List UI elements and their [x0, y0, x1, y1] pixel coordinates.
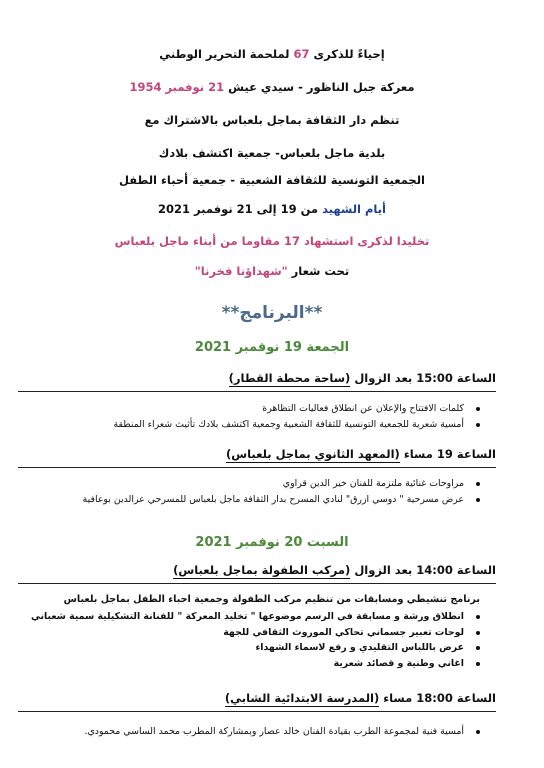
header-line-6-prefix: أيام الشهيد [322, 202, 386, 216]
list-item: أمسية فنية لمجموعة الطرب بقيادة الفنان خالد عصار وبمشاركة المطرب محمد الساسي محمودي. [60, 724, 480, 740]
bullet-icon [476, 423, 480, 427]
session-2-2-rule [18, 711, 496, 712]
session-1-2-rule [18, 467, 496, 468]
header-line-1-prefix: إحياءً للذكرى [313, 47, 385, 61]
bullet-icon [476, 498, 480, 502]
header-line-7: تخليدا لذكرى استشهاد 17 مقاوما من أبناء ماجل بلعباس [114, 234, 430, 248]
session-2-2-list [60, 724, 480, 740]
session-2-1-intro: برنامج تنشيطي ومسابقات من تنظيم مركب الطفولة وجمعية احباء الطفل بماجل بلعباس [63, 594, 480, 605]
session-2-1-rule [18, 583, 496, 584]
list-item: انطلاق ورشة و مسابقة في الرسم موضوعها " تخليد المعركة " للفنانة التشكيلية سمية شعباني [60, 609, 480, 625]
session-2-1-location: (مركب الطفولة بماجل بلعباس) [173, 563, 351, 577]
bullet-icon [476, 662, 480, 666]
header-line-5: الجمعية التونسية للثقافة الشعبية - جمعية أحباء الطفل [119, 173, 425, 187]
header-line-1-suffix: لملحمة التحرير الوطني [159, 47, 290, 61]
header-line-8 [0, 263, 544, 279]
list-item: أمسية شعرية للجمعية التونسية للثقافة الشعبية وجمعية اكتشف بلادك تأثيث شعراء المنطقة [60, 417, 480, 433]
header-line-2 [0, 79, 544, 95]
session-1-1-rule [18, 391, 496, 392]
list-item: عرض مسرحية " دوسي ازرق" لنادي المسرح بدار الثقافة ماجل بلعباس للمسرحي عزالدين بوعافية [60, 492, 480, 508]
session-2-2-location: (المدرسة الابتدائية الشابي) [224, 691, 380, 705]
session-1-1-time: الساعة 15:00 بعد الزوال [354, 371, 496, 385]
header-line-6 [0, 201, 544, 217]
session-1-1-list [60, 401, 480, 432]
bullet-icon [476, 482, 480, 486]
header-line-1-number: 67 [293, 47, 310, 61]
list-item: اغاني وطنية و قصائد شعرية [60, 656, 480, 672]
bullet-icon [476, 407, 480, 411]
bullet-icon [476, 646, 480, 650]
session-1-1-location: (ساحة محطة القطار) [228, 371, 351, 385]
session-1-2-header [18, 446, 496, 462]
session-2-2-time: الساعة 18:00 مساء [383, 691, 496, 705]
session-1-2-time: الساعة 19 مساء [403, 447, 496, 461]
header-line-2-prefix: معركة جبل الناظور - سيدي عيش [228, 80, 415, 94]
day-2-title: السبت 20 نوفمبر 2021 [195, 535, 349, 550]
session-2-1-header [18, 562, 496, 578]
session-1-1-header [18, 370, 496, 386]
bullet-icon [476, 631, 480, 635]
bullet-icon [476, 730, 480, 734]
header-line-2-date: 21 نوفمبر 1954 [129, 80, 225, 94]
session-2-1-time: الساعة 14:00 بعد الزوال [354, 563, 496, 577]
list-item: كلمات الافتتاح والإعلان عن انطلاق فعاليات التظاهرة [60, 401, 480, 417]
list-item: عرض باللباس التقليدي و رفع لاسماء الشهداء [60, 640, 480, 656]
session-2-2-header [18, 690, 496, 706]
header-line-8-slogan: "شهداؤنا فخرنا" [194, 264, 288, 278]
bullet-icon [476, 615, 480, 619]
program-title: **البرنامج** [221, 303, 323, 323]
session-1-2-list [60, 476, 480, 507]
header-line-6-suffix: من 19 إلى 21 نوفمبر 2021 [158, 202, 319, 216]
session-1-2-location: (المعهد الثانوي بماجل بلعباس) [225, 447, 400, 461]
header-line-3: تنظم دار الثقافة بماجل بلعباس بالاشتراك مع [144, 113, 400, 127]
list-item: لوحات تعبير جسماني تحاكي الموروث الثقافي للجهة [60, 625, 480, 641]
list-item: مراوحات غنائية ملتزمة للفنان خير الدين قراوي [60, 476, 480, 492]
header-line-8-prefix: تحت شعار [291, 264, 350, 278]
day-1-title: الجمعة 19 نوفمبر 2021 [194, 340, 350, 355]
header-line-4: بلدية ماجل بلعباس- جمعية اكتشف بلادك [158, 146, 386, 160]
header-line-1 [0, 46, 544, 62]
session-2-1-list [31, 609, 480, 671]
